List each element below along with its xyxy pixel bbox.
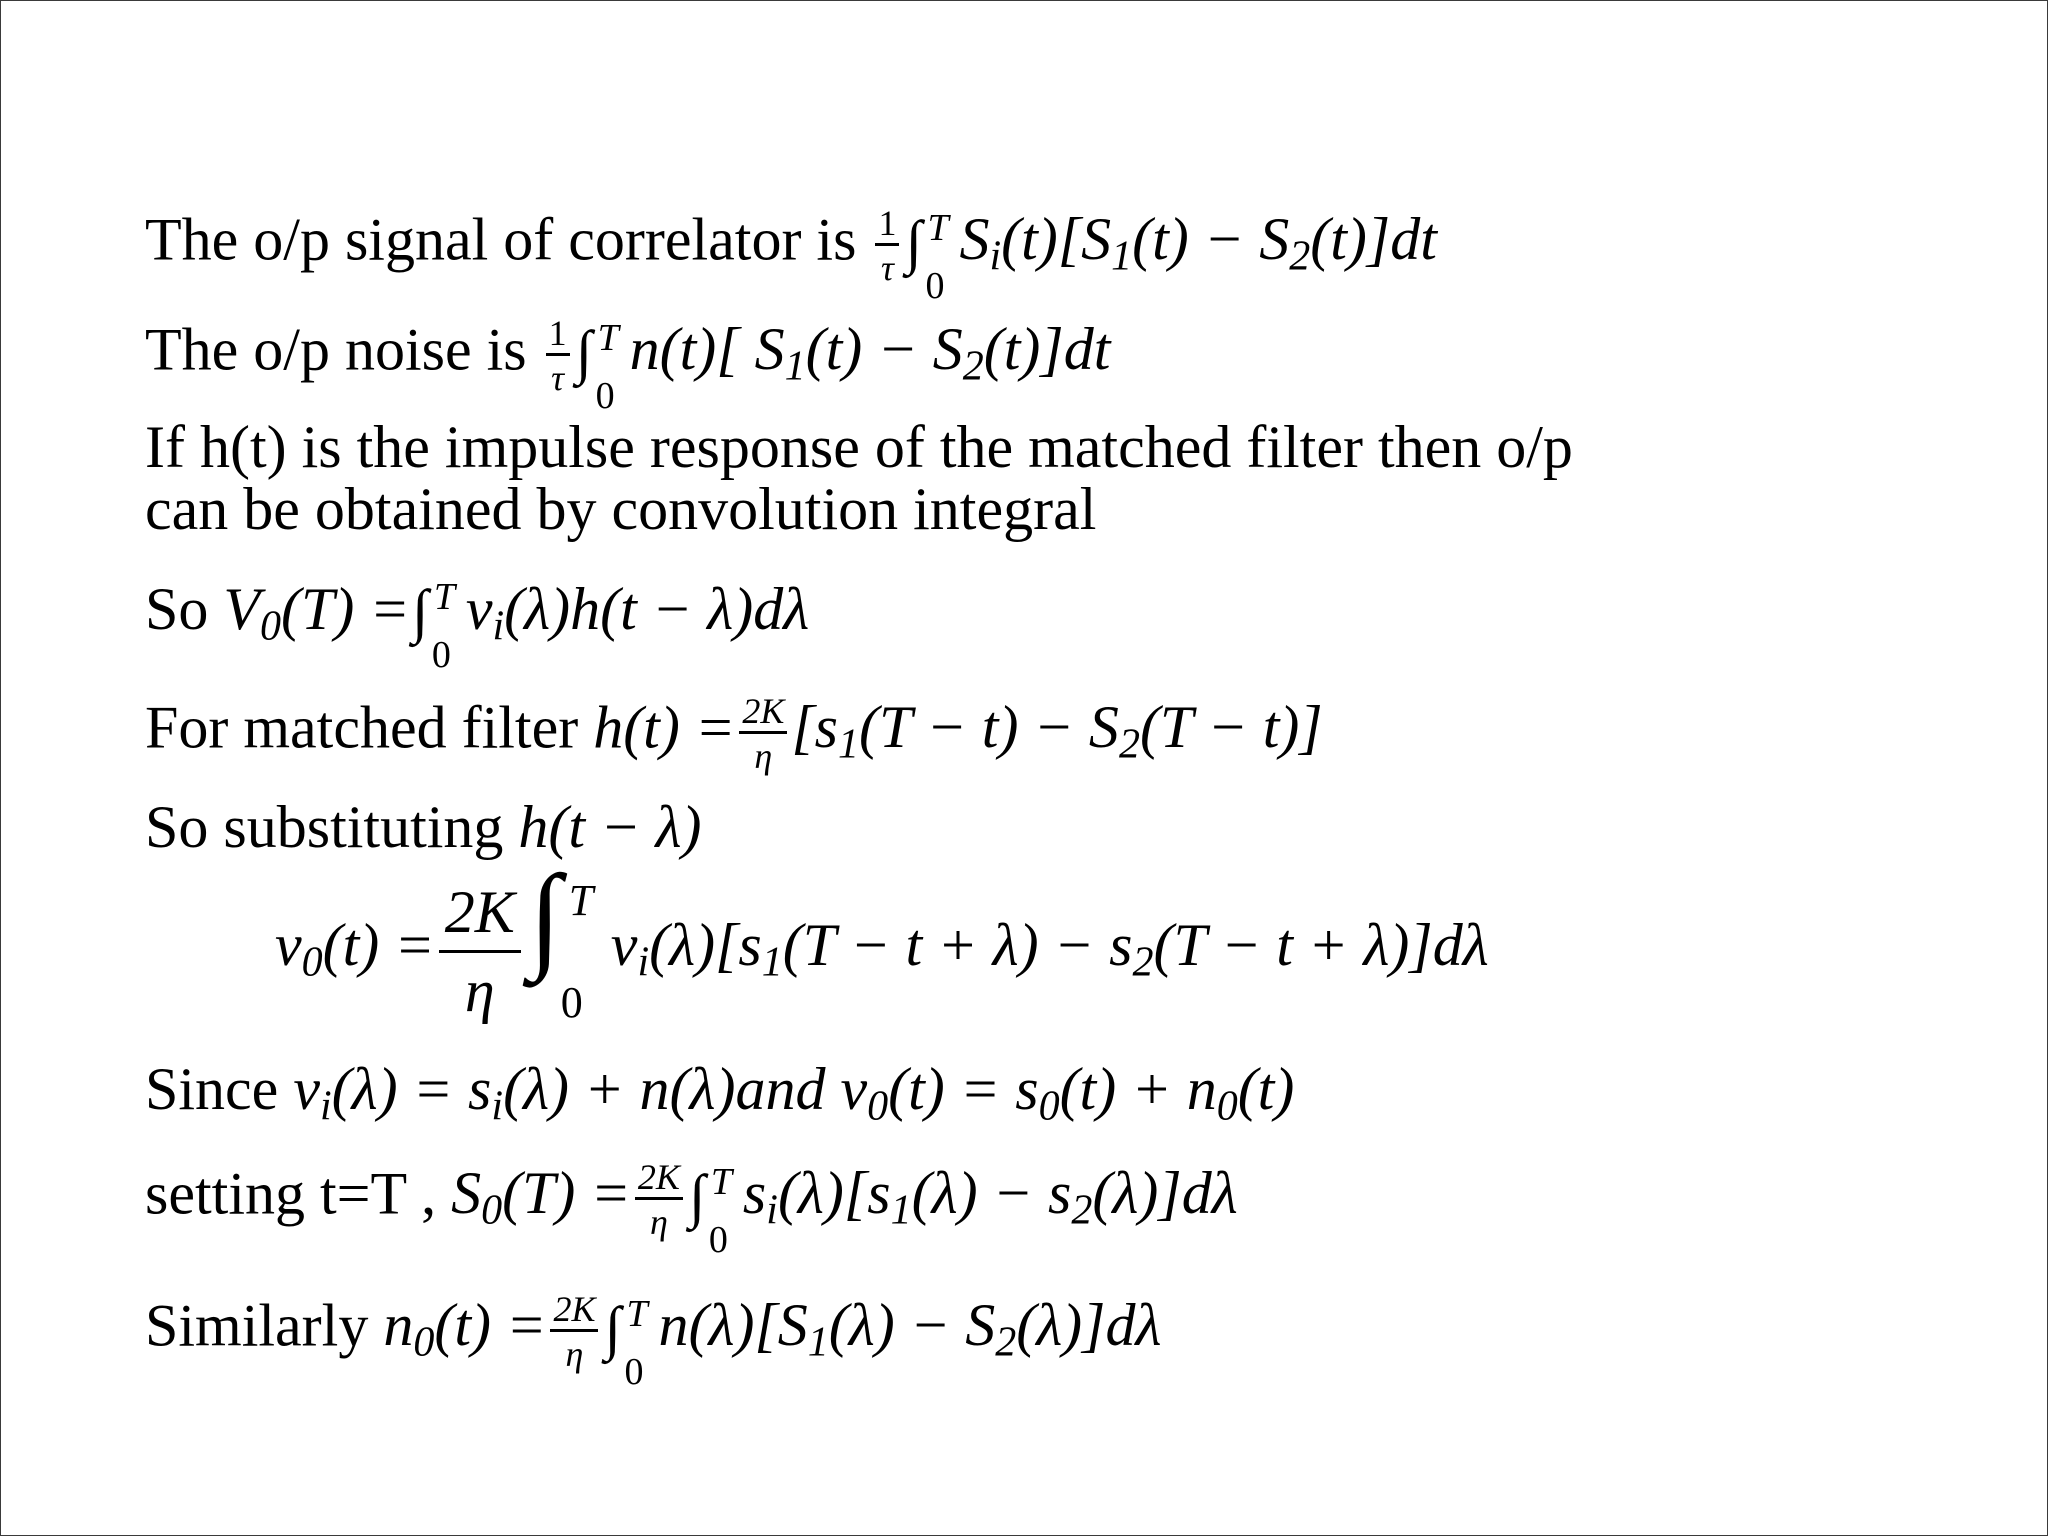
math: $n(\lambda)[S_1(\lambda) - S_2(\lambda)]d\lambda$ (658, 1292, 1162, 1366)
line-since (145, 1056, 1295, 1130)
upper-limit: T (597, 316, 619, 359)
denominator: η (754, 736, 773, 776)
math: $[s_1(T - t) - S_2(T - t)]$ (791, 694, 1323, 768)
fraction (439, 878, 521, 1024)
math: $v_i(\lambda)h(t - \lambda)d\lambda$ (465, 576, 810, 650)
denominator: τ (881, 248, 894, 288)
line-matched-filter (145, 693, 1323, 774)
line-substituting (145, 794, 702, 860)
text: So (145, 576, 209, 642)
numerator: 1 (546, 315, 570, 356)
upper-limit: T (927, 206, 949, 249)
numerator: 2K (439, 882, 521, 953)
line-similarly (145, 1289, 1162, 1393)
math: $v_0(t)$ = (275, 911, 435, 986)
text: For matched filter (145, 694, 579, 761)
math: h(t) = (593, 694, 736, 761)
denominator: τ (551, 358, 565, 398)
denominator: η (649, 1202, 668, 1242)
fraction (635, 1159, 683, 1240)
line-v0-definition (145, 576, 810, 677)
fraction (550, 1291, 598, 1372)
math: $s_i(\lambda)[s_1(\lambda) - s_2(\lambda)]d\lambda$ (742, 1160, 1238, 1234)
integral: ∫ T 0 (529, 881, 599, 1021)
upper-limit: T (710, 1160, 733, 1203)
integral: ∫ T 0 (576, 320, 624, 392)
line-v0-display-equation (275, 851, 1489, 1027)
upper-limit: T (433, 576, 455, 619)
text: Similarly (145, 1292, 369, 1359)
line-setting-t (145, 1157, 1238, 1261)
math: $S_i(t)[S_1(t) - S_2(t)]dt$ (959, 206, 1437, 280)
line-correlator-output (145, 203, 1437, 307)
integral: ∫ T 0 (905, 210, 953, 282)
text: Since (145, 1056, 279, 1122)
lower-limit: 0 (624, 1350, 644, 1393)
math: $V_0(T)$ = (223, 576, 410, 650)
lower-limit: 0 (708, 1218, 728, 1261)
math: $n_0(t)$ = (383, 1292, 547, 1366)
text: The o/p noise is (145, 316, 527, 383)
line-convolution: can be obtained by convolution integral (145, 476, 1097, 542)
text: The o/p signal of correlator is (145, 206, 857, 273)
numerator: 2K (635, 1159, 683, 1200)
numerator: 2K (550, 1291, 598, 1332)
fraction (875, 205, 899, 286)
upper-limit: T (568, 876, 594, 925)
denominator: η (565, 1334, 584, 1374)
math: $v_i(\lambda) = s_i(\lambda) + n(\lambda)and$ $v_0(t) = s_0(t) + n_0(t)$ (293, 1056, 1295, 1130)
upper-limit: T (626, 1292, 648, 1335)
lower-limit: 0 (431, 634, 451, 677)
fraction (739, 693, 787, 774)
math: $S_0(T)$ = (451, 1160, 631, 1234)
math: h(t − λ) (518, 794, 702, 860)
numerator: 1 (875, 205, 899, 246)
line-impulse-response: If h(t) is the impulse response of the matched filter then o/p (145, 414, 1573, 480)
math: $v_i(\lambda)[s_1(T - t + \lambda) - s_2(T - t + \lambda)]d\lambda$ (610, 911, 1489, 986)
text: setting t=T , (145, 1160, 437, 1227)
integral: ∫ T 0 (689, 1164, 737, 1236)
lower-limit: 0 (595, 374, 615, 417)
line-output-noise (145, 313, 1111, 417)
lower-limit: 0 (925, 264, 945, 307)
numerator: 2K (739, 693, 787, 734)
fraction (546, 315, 570, 396)
integral: ∫ T 0 (412, 579, 460, 651)
lower-limit: 0 (560, 978, 583, 1027)
text: So substituting (145, 794, 504, 860)
math: n(t)[ $S_1(t) - S_2(t)]dt$ (629, 316, 1111, 390)
integral: ∫ T 0 (604, 1296, 652, 1368)
denominator: η (464, 957, 495, 1024)
